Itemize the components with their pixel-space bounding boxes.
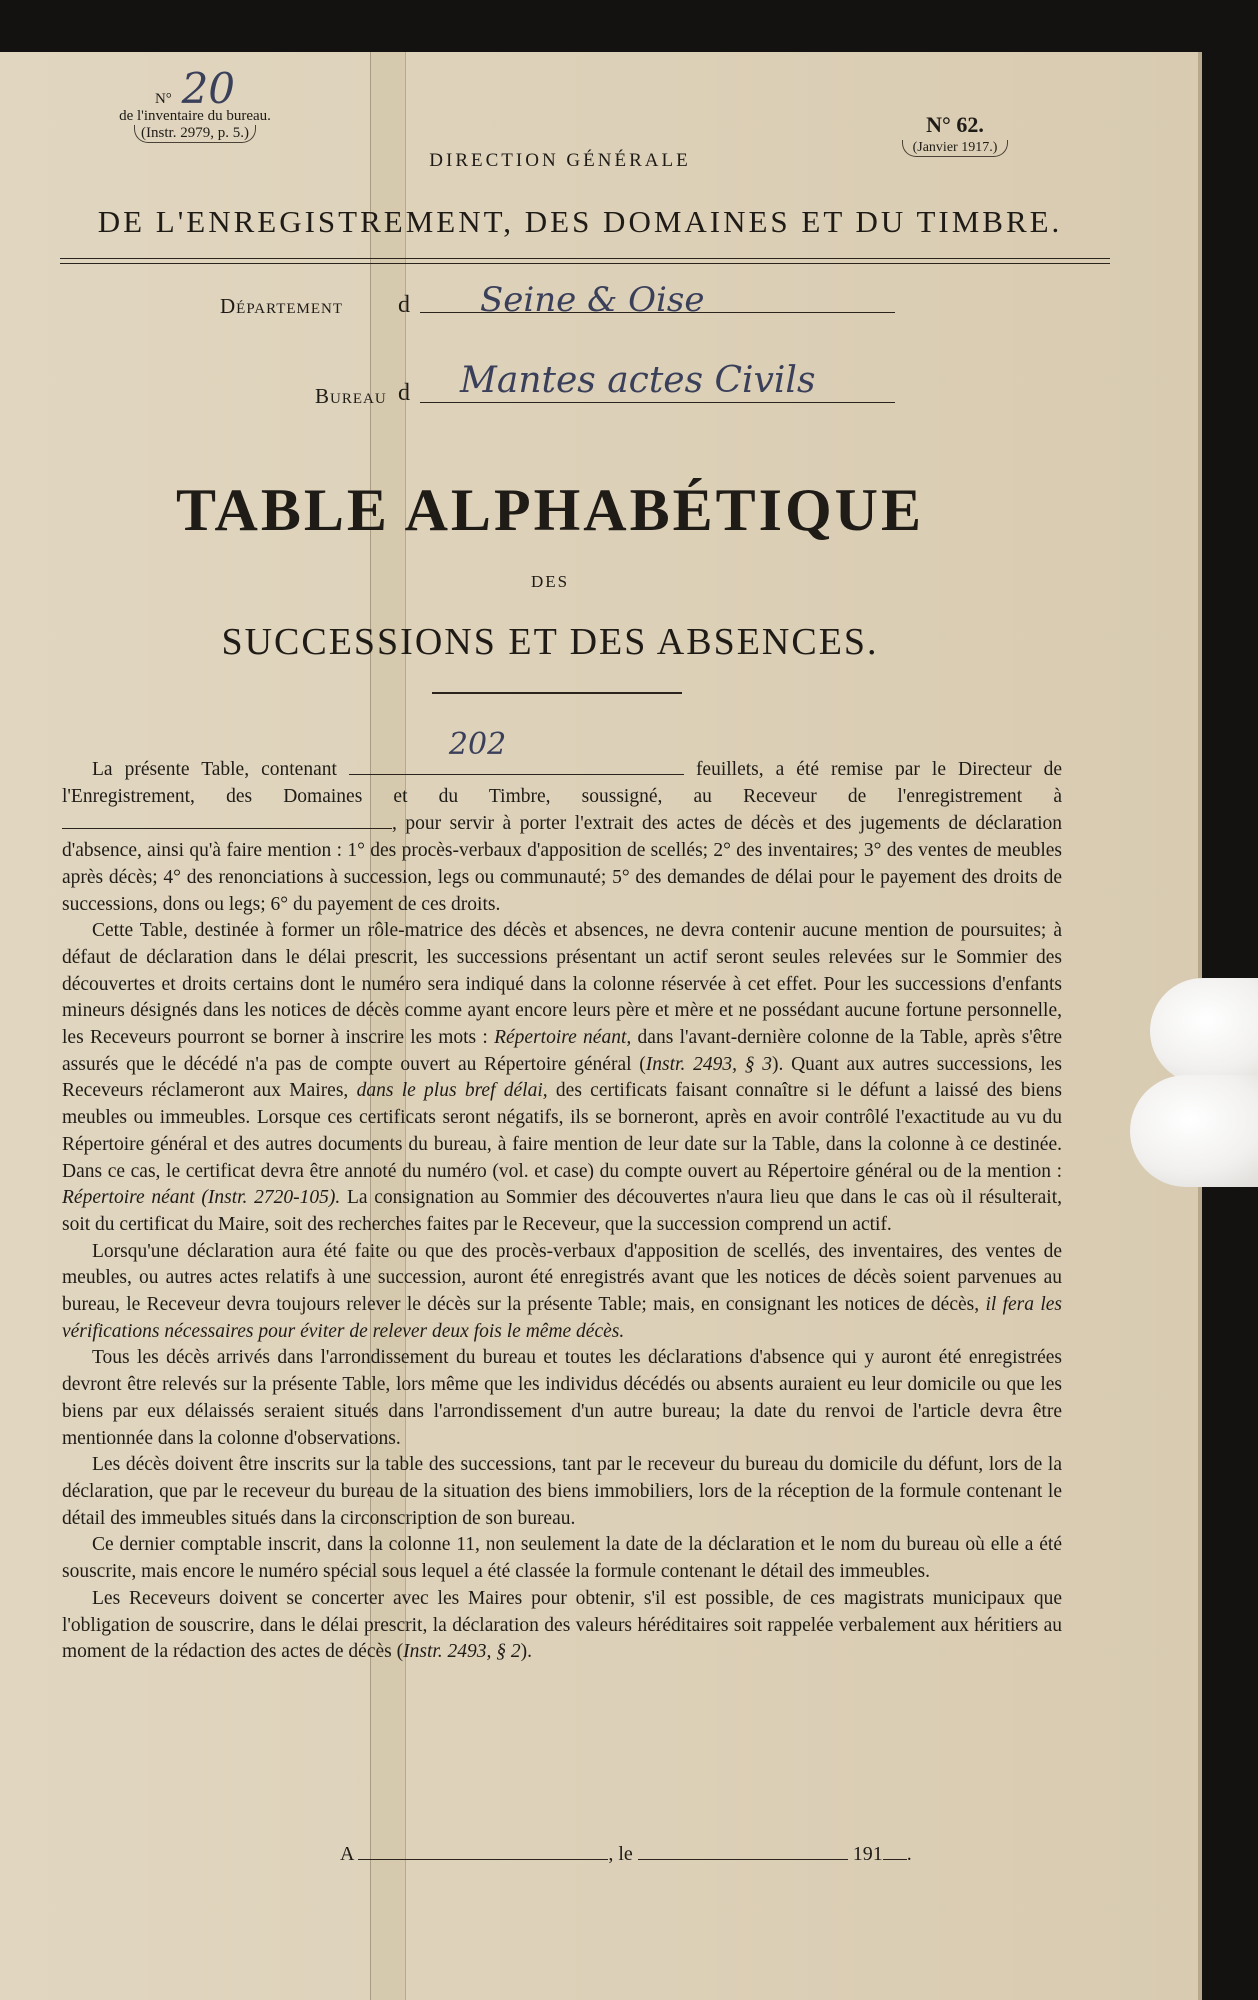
footer-date-line bbox=[340, 1843, 1060, 1866]
header-rule-top bbox=[60, 258, 1110, 259]
inventory-block bbox=[95, 64, 295, 143]
form-date: (Janvier 1917.) bbox=[902, 140, 1009, 157]
sheet-count-field bbox=[349, 727, 684, 775]
p2-e: La consignation au Sommier des découvertes n'aura lieu que dans le cas où il résulterait, soit du certificat du Maire, soit des recherches faites par le Receveur, que la succession comprend un actif. bbox=[62, 1187, 1062, 1235]
main-title: TABLE ALPHABÉTIQUE bbox=[175, 477, 925, 543]
p2-em1: Répertoire néant, bbox=[494, 1027, 632, 1049]
paragraph-5: Les décès doivent être inscrits sur la table des successions, tant par le receveur du bureau du domicile du défunt, lors de la déclaration, que par le receveur du bureau de la situation des biens immobiliers, lors de la réception de la formule contenant le détail des immeubles situés dans la circonscription de son bureau. bbox=[62, 1454, 1062, 1529]
year-blank bbox=[883, 1843, 907, 1860]
p2-d: des certificats faisant connaître si le défunt a laissé des biens meubles ou immeubles. Lorsque ces certificats seront négatifs, ils se borneront, après en avoir contrôlé l'exactitude au vu du Répertoire général et des autres documents du bureau, à faire mention de leur date sur la Table, dans la colonne à ce destinée. Dans ce cas, le certificat devra être annoté du numéro (vol. et case) du compte ouvert au Répertoire général ou de la mention : bbox=[62, 1080, 1063, 1182]
bureau-label: Bureau bbox=[315, 384, 387, 408]
glove-finger-top bbox=[1150, 978, 1258, 1084]
p1-mid: feuillets, a été remise par le Directeur de l'Enregistrement, des Domaines et du Timbre, soussigné, au Receveur de l'enregistrement à bbox=[62, 759, 1063, 807]
paragraph-7 bbox=[62, 1586, 1062, 1666]
date-blank bbox=[638, 1843, 848, 1860]
bureau-line bbox=[420, 402, 895, 403]
p2-em3: dans le plus bref délai, bbox=[356, 1080, 548, 1102]
bureau-value: Mantes actes Civils bbox=[460, 360, 816, 401]
year-prefix: 191 bbox=[852, 1843, 883, 1865]
paragraph-4: Tous les décès arrivés dans l'arrondissement du bureau et toutes les déclarations d'absence qui y auront été enregistrées devront être relevés sur la présente Table, lors même que les individus décédés ou absents auraient eu leur domicile ou que les biens par eux délaissés seraient situés dans l'arrondissement d'un autre bureau; la date du renvoi de l'article devra être mentionnée dans la colonne d'observations. bbox=[62, 1347, 1062, 1449]
departement-label: Département bbox=[220, 294, 344, 318]
paragraph-6: Ce dernier comptable inscrit, dans la colonne 11, non seulement la date de la déclaration et le nom du bureau où elle a été souscrite, mais encore le numéro spécial sous lequel a été classée la formule contenant le détail des immeubles. bbox=[62, 1534, 1062, 1583]
receveur-blank bbox=[62, 810, 392, 829]
title-divider bbox=[432, 692, 682, 694]
p2-em2: Instr. 2493, § 3 bbox=[645, 1053, 772, 1075]
departement-line bbox=[420, 312, 895, 313]
subtitle: SUCCESSIONS ET DES ABSENCES. bbox=[221, 621, 879, 663]
departement-suffix: d bbox=[398, 292, 410, 318]
p3-em: il fera les vérifications nécessaires pour éviter de relever deux fois le même décès. bbox=[62, 1294, 1062, 1342]
paragraph-2 bbox=[62, 918, 1062, 1238]
paragraph-3 bbox=[62, 1239, 1062, 1346]
paragraph-1 bbox=[62, 727, 1063, 918]
p2-c: ). Quant aux autres successions, les Receveurs réclameront aux Maires, bbox=[62, 1053, 1062, 1102]
p7-em: Instr. 2493, § 2 bbox=[403, 1641, 521, 1663]
form-number: N° 62. bbox=[926, 112, 984, 137]
p3-a: Lorsqu'une déclaration aura été faite ou que des procès-verbaux d'apposition de scellés, des inventaires, des ventes de meubles, ou autres actes relatifs à une succession, auront été enregistrés avant que les notices de décès soient parvenues au bureau, le Receveur devra toujours relever le décès sur la présente Table; mais, en consignant les notices de décès, bbox=[62, 1240, 1062, 1316]
title-connector: DES bbox=[530, 572, 570, 591]
instructions-text bbox=[62, 727, 1063, 1666]
direction-heading: DIRECTION GÉNÉRALE bbox=[429, 150, 691, 171]
sheet-count: 202 bbox=[448, 727, 507, 762]
instruction-reference: (Instr. 2979, p. 5.) bbox=[134, 125, 256, 143]
place-blank bbox=[358, 1843, 608, 1860]
year-suffix: . bbox=[906, 1843, 912, 1865]
glove-finger-bottom bbox=[1130, 1075, 1258, 1187]
departement-value: Seine & Oise bbox=[480, 280, 705, 320]
date-prefix: , le bbox=[608, 1843, 633, 1865]
inventory-number-value: 20 bbox=[181, 64, 236, 113]
bureau-suffix: d bbox=[398, 380, 410, 406]
inventory-number-label: N° bbox=[154, 91, 172, 107]
form-number-block bbox=[880, 112, 1030, 157]
administration-heading: DE L'ENREGISTREMENT, DES DOMAINES ET DU TIMBRE. bbox=[97, 204, 1063, 239]
p2-b: dans l'avant-dernière colonne de la Table, après s'être assurés que le décédé n'a pas de compte ouvert au Répertoire général ( bbox=[62, 1027, 1062, 1075]
p7-a: Les Receveurs doivent se concerter avec les Maires pour obtenir, s'il est possible, de ces magistrats municipaux que l'obligation de souscrire, dans le délai prescrit, la déclaration des valeurs héréditaires soit rappelée verbalement aux héritiers au moment de la rédaction des actes de décès ( bbox=[62, 1587, 1062, 1663]
header-rule-bottom bbox=[60, 263, 1110, 264]
place-prefix: A bbox=[340, 1843, 354, 1865]
inventory-line: de l'inventaire du bureau. bbox=[119, 108, 271, 124]
p2-a: Cette Table, destinée à former un rôle-matrice des décès et absences, ne devra contenir aucune mention de poursuites; à défaut de déclaration dans le délai prescrit, les successions présentant un actif seront seules relevées sur le Sommier des découvertes et droits certains dont le numéro sera indiqué dans la colonne réservée à cet effet. Pour les successions d'enfants mineurs désignés dans les notices de décès comme ayant encore leurs père et mère et ne possédant aucune fortune personnelle, les Receveurs pourront se borner à inscrire les mots : bbox=[62, 920, 1062, 1049]
p1-start: La présente Table, contenant bbox=[92, 759, 337, 780]
p7-b: ). bbox=[520, 1641, 533, 1663]
p2-em4: Répertoire néant (Instr. 2720-105). bbox=[62, 1187, 341, 1209]
p1-end: , pour servir à porter l'extrait des actes de décès et des jugements de déclaration d'absence, ainsi qu'à faire mention : 1° des procès-verbaux d'apposition de scellés; 2° des inventaires; 3° des ventes de meubles après décès; 4° des renonciations à succession, legs ou communauté; 5° des demandes de délai pour le payement des droits de successions, dons ou legs; 6° du payement de ces droits. bbox=[62, 813, 1062, 915]
